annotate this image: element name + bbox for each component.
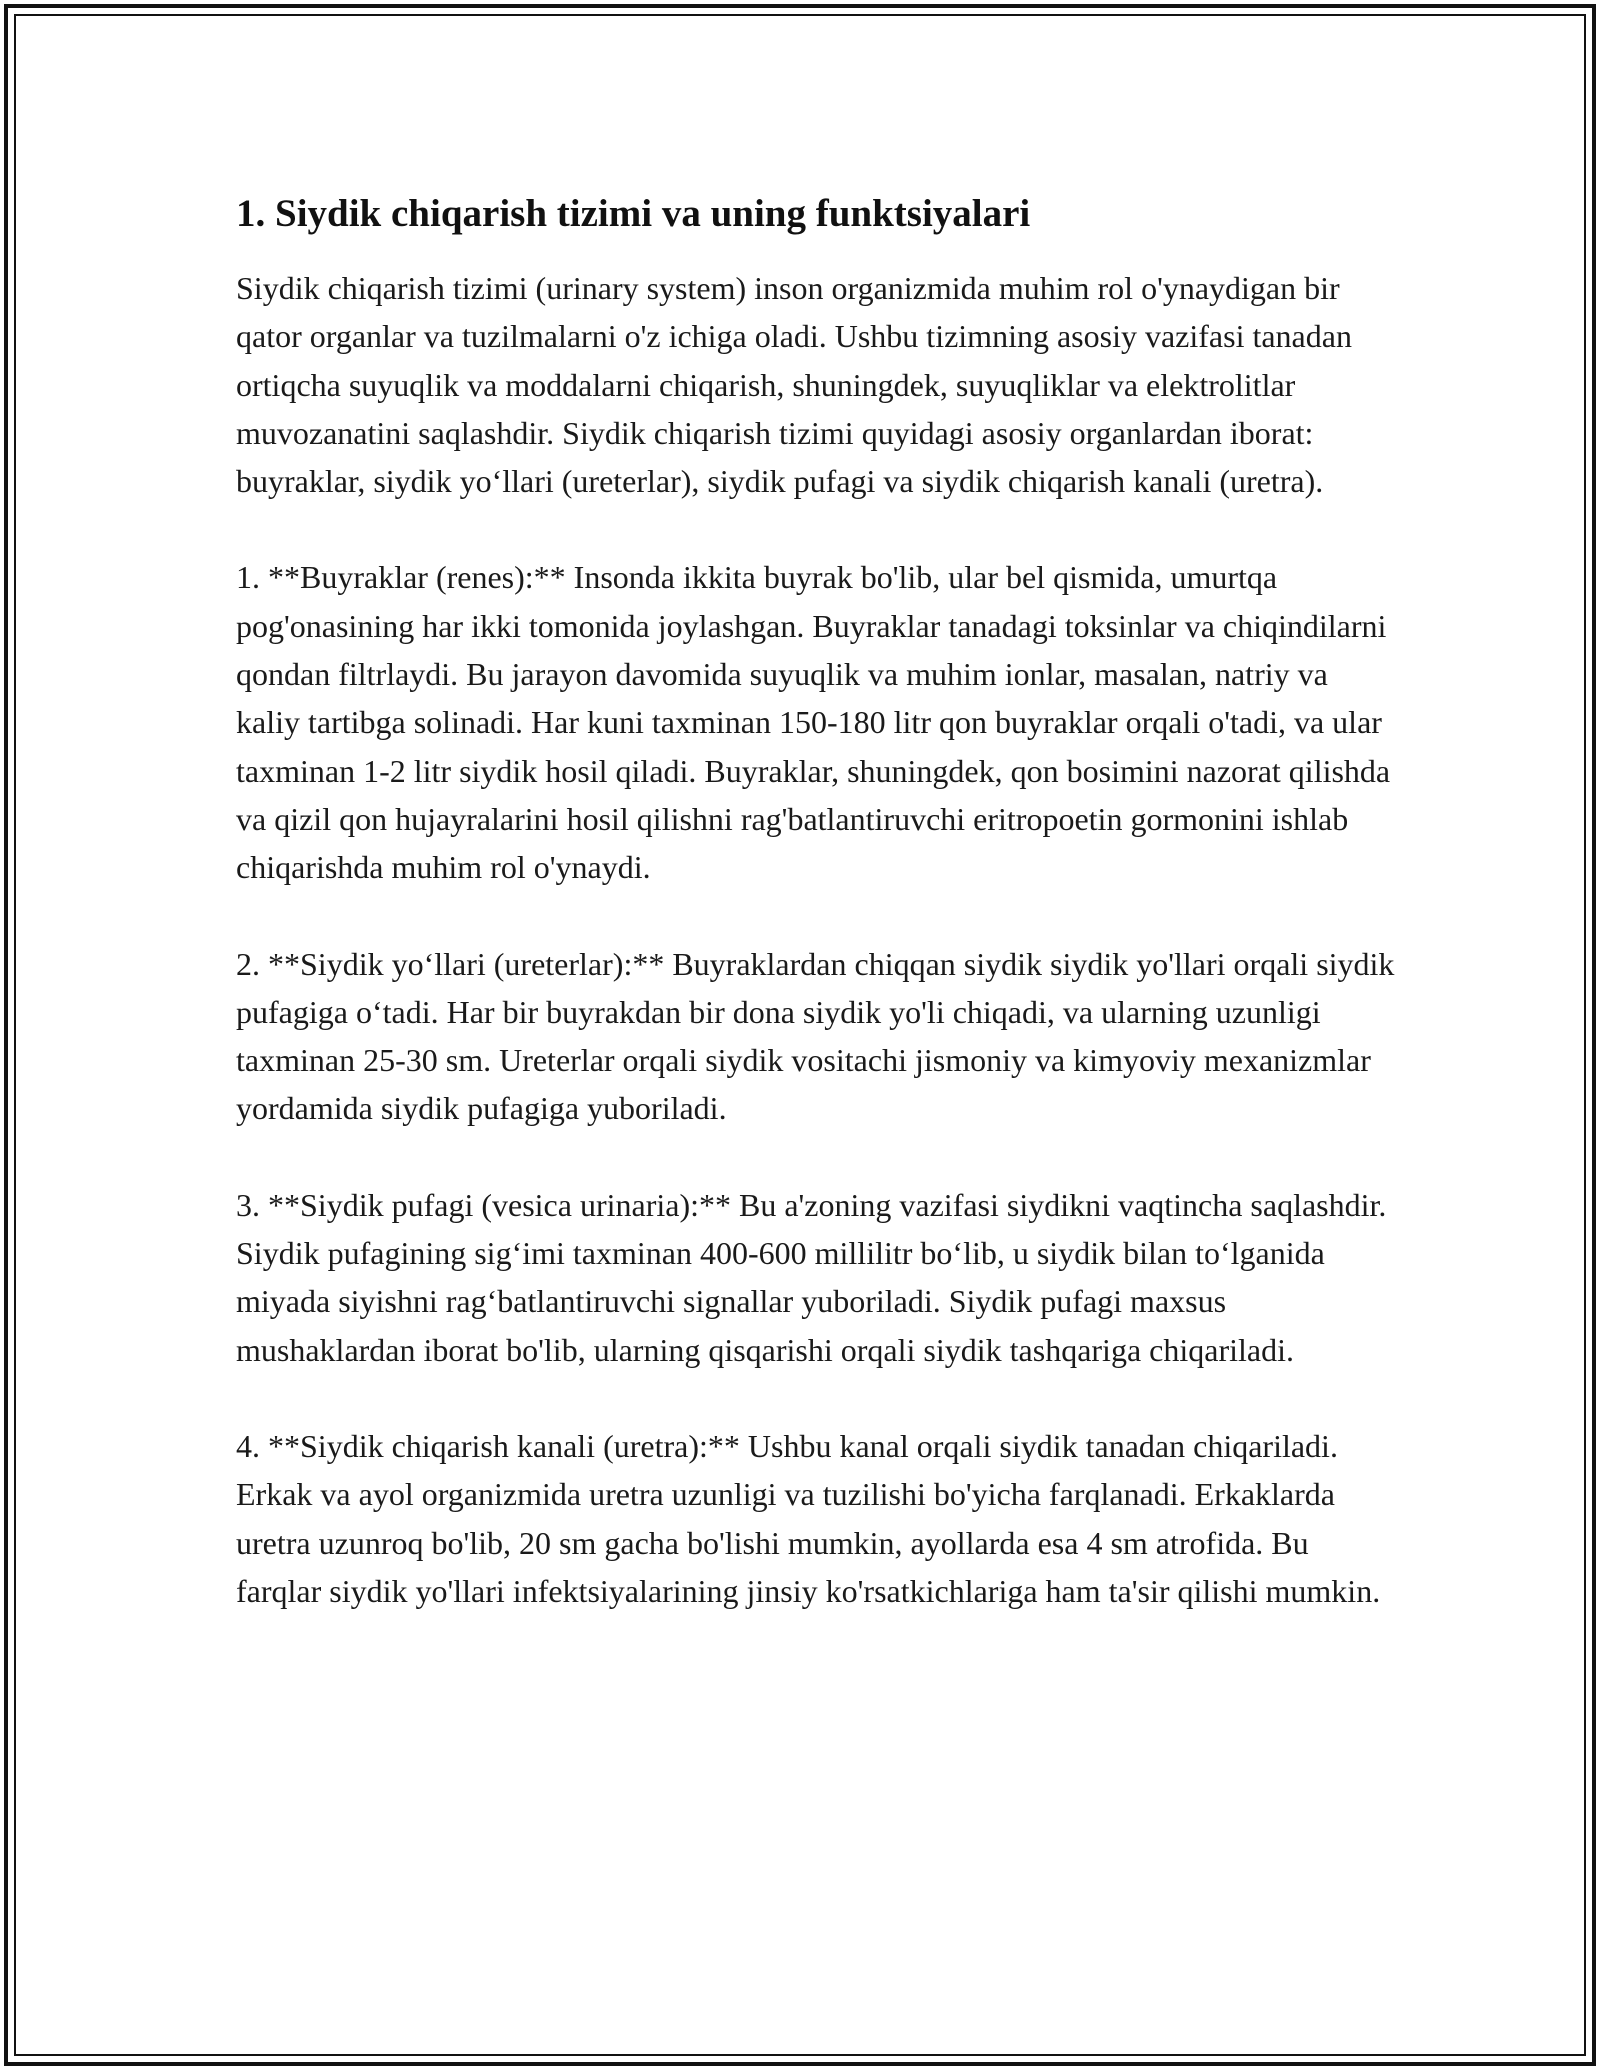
paragraph-intro: Siydik chiqarish tizimi (urinary system) inson organizmida muhim rol o'ynaydigan bir qator organlar va tuzilmalarni o'z ichiga oladi. Ushbu tizimning asosiy vazifasi tanadan ortiqcha suyuqlik va moddalarni chiqarish, shuningdek, suyuqliklar va elektrolitlar muvozanatini saqlashdir. Siydik chiqarish tizimi quyidagi asosiy organlardan iborat: buyraklar, siydik yo‘llari (ureterlar), siydik pufagi va siydik chiqarish kanali (uretra). — [236, 270, 1352, 500]
document-title: 1. Siydik chiqarish tizimi va uning funktsiyalari — [236, 192, 1031, 235]
paragraph-uretra: 4. **Siydik chiqarish kanali (uretra):** Ushbu kanal orqali siydik tanadan chiqariladi. Erkak va ayol organizmida uretra uzunligi va tuzilishi bo'yicha farqlanadi. Erkaklarda uretra uzunroq bo'lib, 20 sm gacha bo'lishi mumkin, ayollarda esa 4 sm atrofida. Bu farqlar siydik yo'llari infektsiyalarining jinsiy ko'rsatkichlariga ham ta'sir qilishi mumkin. — [236, 1427, 1381, 1609]
paragraph-siydik-pufagi: 3. **Siydik pufagi (vesica urinaria):** Bu a'zoning vazifasi siydikni vaqtincha saqlashdir. Siydik pufagining sig‘imi taxminan 400-600 millilitr bo‘lib, u siydik bilan to‘lganida miyada siyishni rag‘batlantiruvchi signallar yuboriladi. Siydik pufagi maxsus mushaklardan iborat bo'lib, ularning qisqarishi orqali siydik tashqariga chiqariladi. — [236, 1186, 1387, 1368]
paragraph-buyraklar: 1. **Buyraklar (renes):** Insonda ikkita buyrak bo'lib, ular bel qismida, umurtqa pog'onasining har ikki tomonida joylashgan. Buyraklar tanadagi toksinlar va chiqindilarni qondan filtrlaydi. Bu jarayon davomida suyuqlik va muhim ionlar, masalan, natriy va kaliy tartibga solinadi. Har kuni taxminan 150-180 litr qon buyraklar orqali o'tadi, va ular taxminan 1-2 litr siydik hosil qiladi. Buyraklar, shuningdek, qon bosimini nazorat qilishda va qizil qon hujayralarini hosil qilishni rag'batlantiruvchi eritropoetin gormonini ishlab chiqarishda muhim rol o'ynaydi. — [236, 559, 1391, 886]
paragraph-siydik-yollari: 2. **Siydik yo‘llari (ureterlar):** Buyraklardan chiqqan siydik siydik yo'llari orqali siydik pufagiga o‘tadi. Har bir buyrakdan bir dona siydik yo'li chiqadi, va ularning uzunligi taxminan 25-30 sm. Ureterlar orqali siydik vositachi jismoniy va kimyoviy mexanizmlar yordamida siydik pufagiga yuboriladi. — [236, 945, 1395, 1127]
document-body — [236, 186, 1396, 1615]
